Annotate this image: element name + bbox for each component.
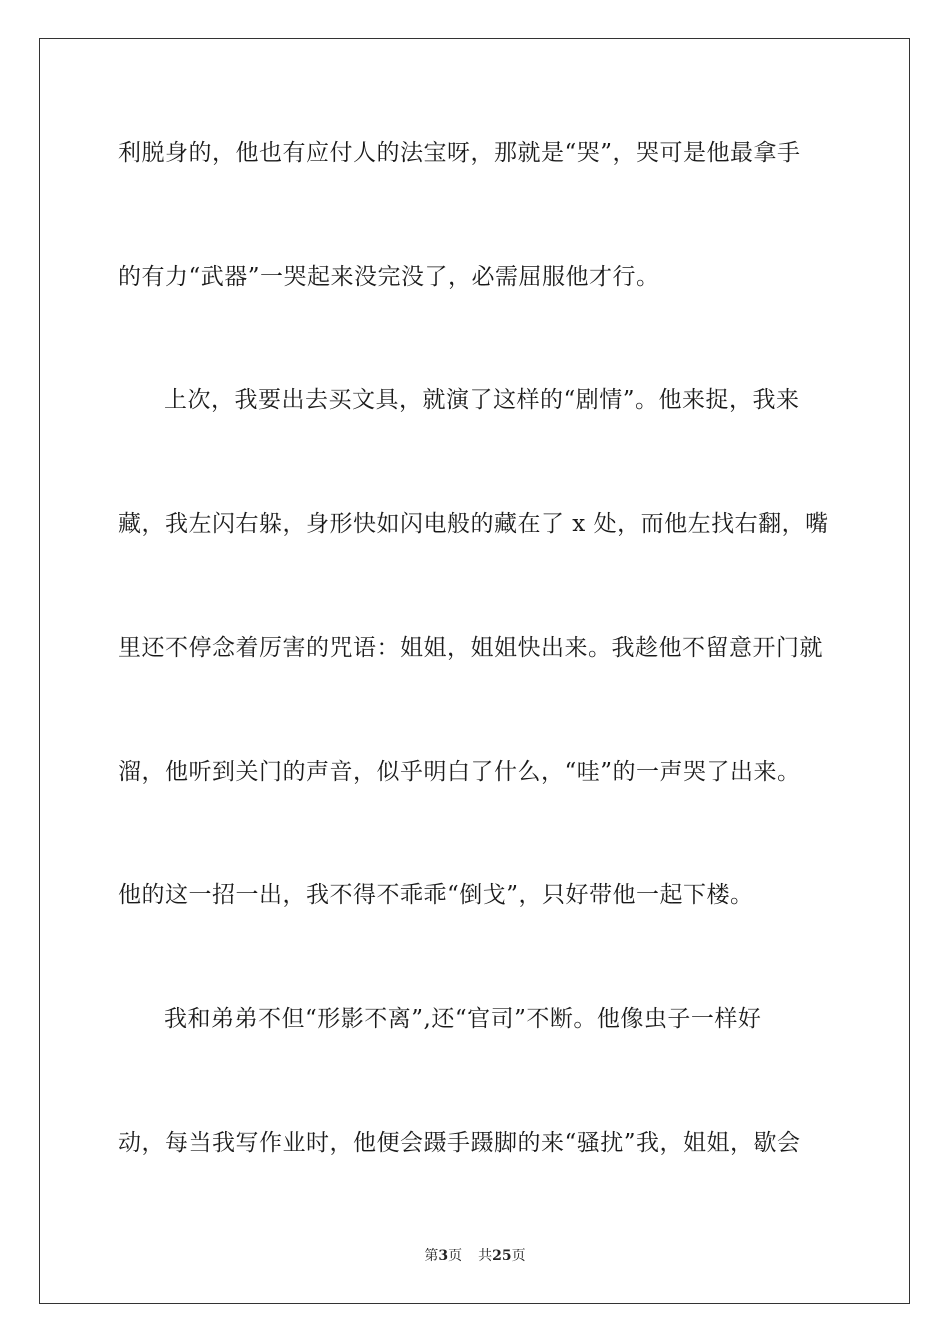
paragraph-line: 上次，我要出去买文具，就演了这样的“剧情”。他来捉，我来 [164, 387, 800, 413]
paragraph-line: 我和弟弟不但“形影不离”,还“官司”不断。他像虫子一样好 [164, 1006, 762, 1032]
page-border [39, 38, 910, 1304]
page-number: 第3页 [424, 1248, 463, 1264]
paragraph-line: 里还不停念着厉害的咒语：姐姐，姐姐快出来。我趁他不留意开门就 [118, 635, 823, 661]
paragraph-line: 溜，他听到关门的声音，似乎明白了什么，“哇”的一声哭了出来。 [118, 759, 801, 785]
paragraph-line: 动，每当我写作业时，他便会蹑手蹑脚的来“骚扰”我，姐姐，歇会 [118, 1130, 801, 1156]
page-total: 共25页 [478, 1248, 526, 1264]
paragraph-line: 的有力“武器”一哭起来没完没了，必需屈服他才行。 [118, 264, 660, 290]
page-footer [0, 1247, 950, 1265]
paragraph-line: 他的这一招一出，我不得不乖乖“倒戈”，只好带他一起下楼。 [118, 882, 754, 908]
paragraph-line: 利脱身的，他也有应付人的法宝呀，那就是“哭”，哭可是他最拿手 [118, 140, 801, 166]
paragraph-line: 藏，我左闪右躲，身形快如闪电般的藏在了 x 处，而他左找右翻，嘴 [118, 511, 829, 537]
